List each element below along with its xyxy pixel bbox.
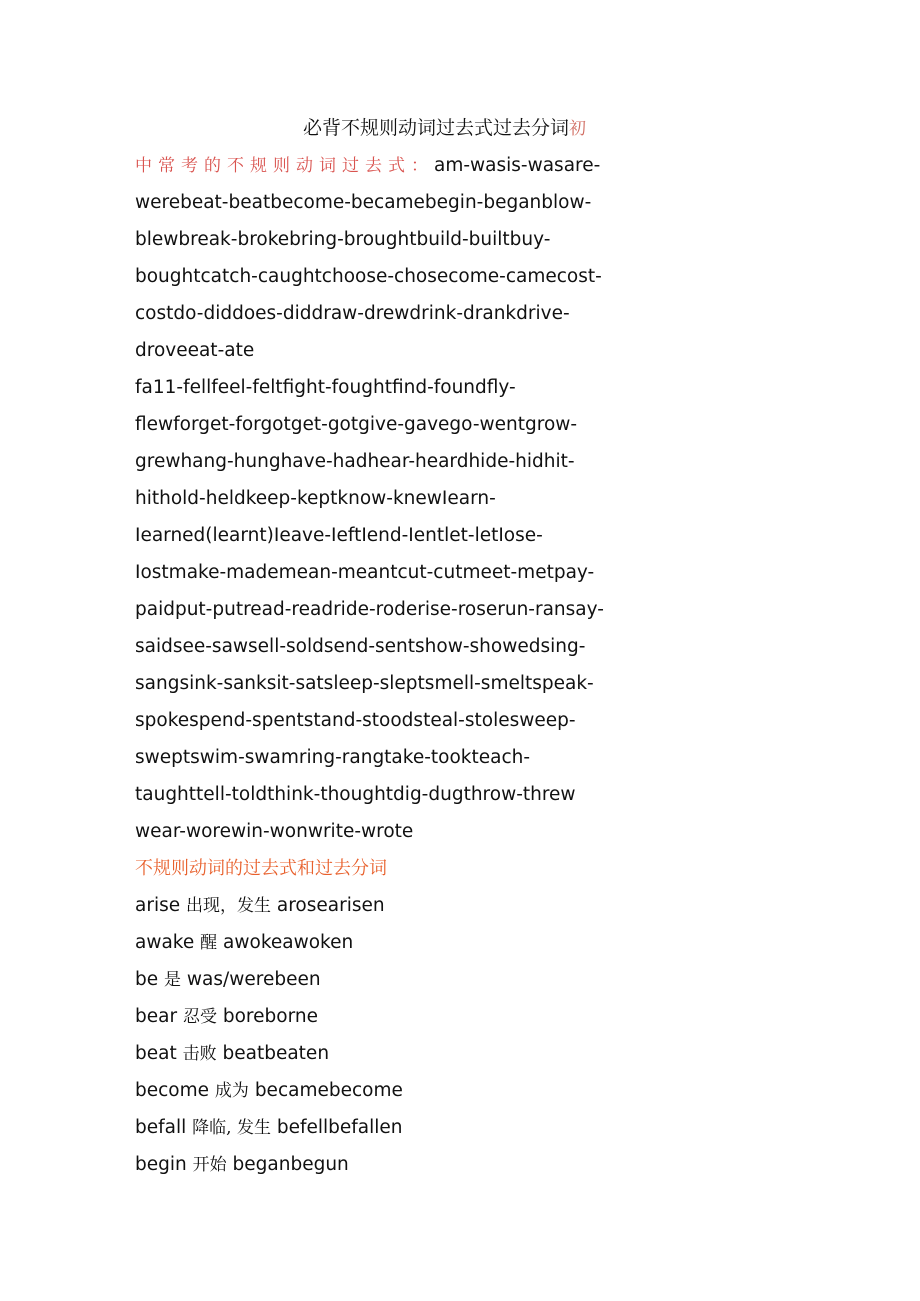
entry-forms: beganbegun [232, 1154, 349, 1175]
verb-entry [135, 887, 635, 924]
verb-entry [135, 998, 635, 1035]
entry-forms: awokeawoken [223, 932, 354, 953]
verb-line: flewforget-forgotget-gotgive-gavego-wentgrow- [135, 414, 578, 435]
entry-word: be [135, 969, 159, 990]
entry-word: befall [135, 1117, 187, 1138]
entry-meaning: 开始 [192, 1155, 227, 1175]
entry-forms: arosearisen [276, 895, 385, 916]
section-heading: 不规则动词的过去式和过去分词 [135, 858, 387, 879]
title-main: 必背不规则动词过去式过去分词 [303, 117, 570, 139]
verb-line: blewbreak-brokebring-broughtbuild-builtbuy- [135, 229, 551, 250]
verb-line: Iostmake-mademean-meantcut-cutmeet-metpay- [135, 562, 595, 583]
entry-meaning: 忍受 [182, 1007, 217, 1027]
entry-word: beat [135, 1043, 177, 1064]
entry-forms: becamebecome [254, 1080, 403, 1101]
verb-line: costdo-diddoes-diddraw-drewdrink-drankdrive- [135, 303, 570, 324]
intro-label: 中常考的不规则动词过去式： [135, 156, 434, 176]
verb-line: grewhang-hunghave-hadhear-heardhide-hidhit- [135, 451, 575, 472]
entry-word: become [135, 1080, 210, 1101]
entry-word: awake [135, 932, 195, 953]
verb-entry [135, 1035, 635, 1072]
verb-line: werebeat-beatbecome-becamebegin-beganblow- [135, 192, 592, 213]
verb-line: sweptswim-swamring-rangtake-tookteach- [135, 747, 531, 768]
entry-forms: was/werebeen [186, 969, 321, 990]
verb-entry [135, 1146, 635, 1183]
verb-line: boughtcatch-caughtchoose-chosecome-camecost- [135, 266, 602, 287]
entry-meaning: 出现，发生 [186, 896, 271, 916]
verb-line: spokespend-spentstand-stoodsteal-stolesweep- [135, 710, 576, 731]
intro-verbs: am-wasis-wasare- [434, 155, 601, 176]
verb-entry [135, 1109, 635, 1146]
entry-forms: boreborne [222, 1006, 318, 1027]
verb-line: Iearned(learnt)Ieave-IeftIend-Ientlet-letIose- [135, 525, 543, 546]
verb-entry [135, 1072, 635, 1109]
entry-word: arise [135, 895, 181, 916]
entry-word: begin [135, 1154, 187, 1175]
verb-line: sangsink-sanksit-satsleep-sleptsmell-smeltspeak- [135, 673, 594, 694]
verb-line: wear-worewin-wonwrite-wrote [135, 821, 414, 842]
entry-forms: beatbeaten [222, 1043, 330, 1064]
entry-meaning: 醒 [200, 933, 218, 953]
title-suffix: 初 [569, 119, 587, 139]
verb-entry [135, 924, 635, 961]
entry-meaning: 击败 [182, 1044, 217, 1064]
verb-line: paidput-putread-readride-roderise-roserun-ransay- [135, 599, 604, 620]
verb-line: hithold-heldkeep-keptknow-knewIearn- [135, 488, 496, 509]
verb-line: saidsee-sawsell-soldsend-sentshow-showedsing- [135, 636, 586, 657]
entry-meaning: 是 [164, 970, 182, 990]
entry-meaning: 成为 [214, 1081, 249, 1101]
entry-meaning: 降临, 发生 [192, 1118, 271, 1138]
entry-forms: befellbefallen [276, 1117, 403, 1138]
verb-line: droveeat-ate [135, 340, 255, 361]
document-body [135, 147, 635, 1183]
intro-line [135, 147, 635, 184]
verb-entry [135, 961, 635, 998]
page-title [303, 114, 586, 143]
verb-line: taughttell-toldthink-thoughtdig-dugthrow-threw [135, 784, 576, 805]
verb-line: fa11-fellfeel-feltfight-foughtfind-foundfly- [135, 377, 516, 398]
entry-word: bear [135, 1006, 178, 1027]
